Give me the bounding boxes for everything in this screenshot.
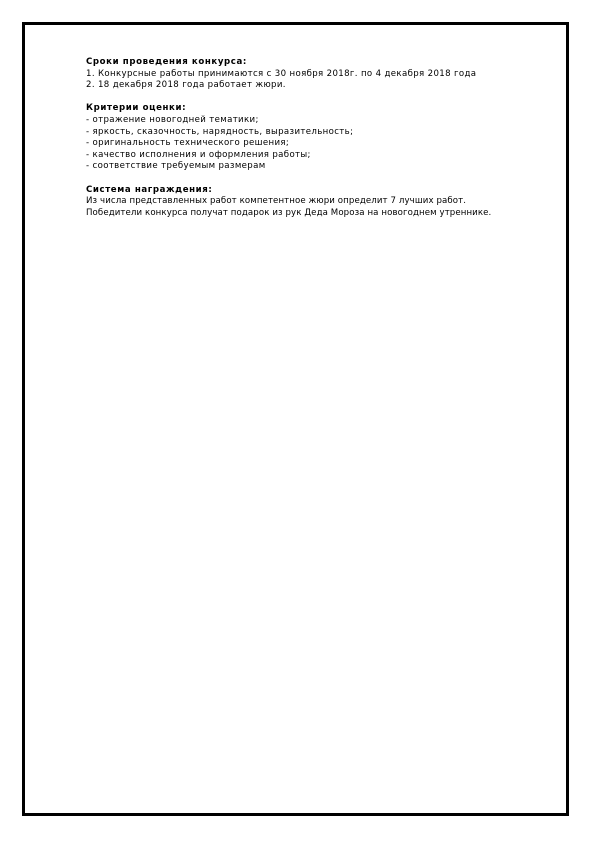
section-title-awards: Система награждения: [86,184,213,195]
section-awards [86,185,556,220]
criteria-item: - соответствие требуемым размерам [86,161,266,172]
section-criteria [86,103,556,173]
awards-line: Победители конкурса получат подарок из рук Деда Мороза на новогоднем утреннике. [86,207,492,218]
section-title-criteria: Критерии оценки: [86,103,187,114]
terms-line: 1. Конкурсные работы принимаются с 30 ноября 2018г. по 4 декабря 2018 года [86,68,477,79]
section-title-terms: Сроки проведения конкурса: [86,57,247,67]
criteria-item: - качество исполнения и оформления работы; [86,149,311,160]
document-body [86,57,556,231]
section-terms [86,57,556,92]
awards-line: Из числа представленных работ компетентное жюри определит 7 лучших работ. [86,196,467,207]
terms-line: 2. 18 декабря 2018 года работает жюри. [86,80,286,91]
criteria-item: - оригинальность технического решения; [86,138,290,149]
criteria-item: - отражение новогодней тематики; [86,114,259,125]
criteria-item: - яркость, сказочность, нарядность, выразительность; [86,126,354,137]
